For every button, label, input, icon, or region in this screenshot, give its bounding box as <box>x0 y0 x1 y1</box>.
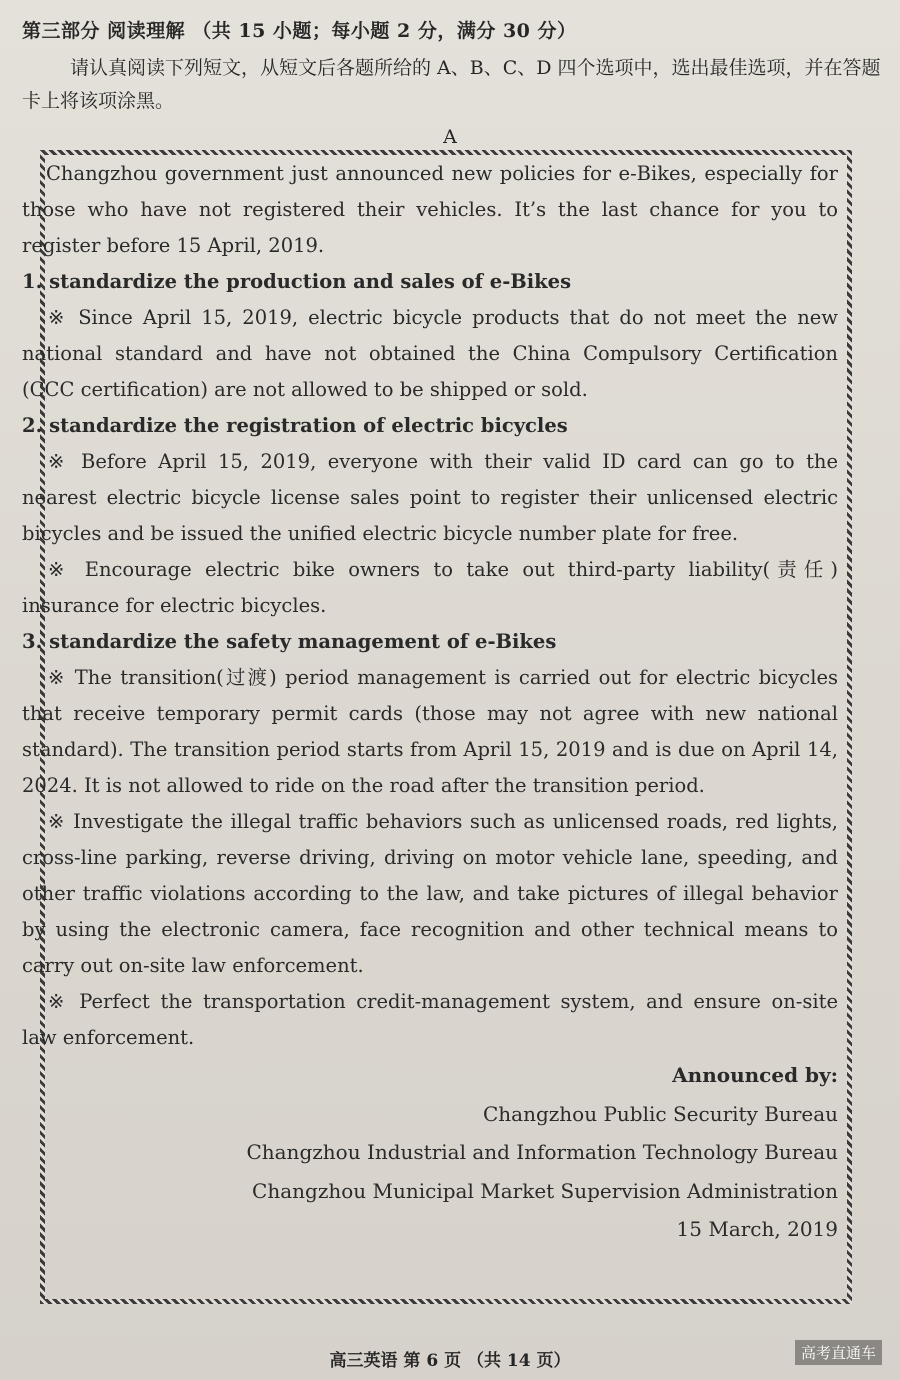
section-title: 第三部分 阅读理解 （共 15 小题；每小题 2 分，满分 30 分） <box>22 20 577 42</box>
section-3-item-3: ※ Perfect the transportation credit-management system, and ensure on-site law enforcement. <box>22 990 838 1049</box>
signature-bureau-3: Changzhou Municipal Market Supervision Administration <box>252 1178 838 1203</box>
section-heading-2: 2. standardize the registration of electric bicycles <box>22 414 568 437</box>
section-3-item-2: ※ Investigate the illegal traffic behaviors such as unlicensed roads, red lights, cross-line parking, reverse driving, driving on motor vehicle lane, speeding, and other traffic violations according to the law, and take pictures of illegal behavior by using the electronic camera, face recognition and other technical means to carry out on-site law enforcement. <box>22 810 838 977</box>
section-3-item-1: ※ The transition(过渡) period management is carried out for electric bicycles that receive temporary permit cards (those may not agree with new national standard). The transition period starts from April 15, 2019 and is due on April 14, 2024. It is not allowed to ride on the road after the transition period. <box>22 666 838 797</box>
section-heading-3: 3. standardize the safety management of e-Bikes <box>22 630 557 653</box>
section-2-item-1: ※ Before April 15, 2019, everyone with their valid ID card can go to the nearest electric bicycle license sales point to register their unlicensed electric bicycles and be issued the unified electric bicycle number plate for free. <box>22 450 838 545</box>
instructions: 请认真阅读下列短文，从短文后各题所给的 A、B、C、D 四个选项中，选出最佳选项，并在答题卡上将该项涂黑。 <box>22 57 881 112</box>
signature-bureau-2: Changzhou Industrial and Information Technology Bureau <box>246 1140 838 1164</box>
signature-bureau-1: Changzhou Public Security Bureau <box>482 1101 838 1126</box>
passage-letter: A <box>443 126 457 148</box>
section-1-item-1: ※ Since April 15, 2019, electric bicycle products that do not meet the new national standard and have not obtained the China Compulsory Certification (CCC certification) are not allowed to be shipped or sold. <box>22 306 838 401</box>
signature-date: 15 March, 2019 <box>676 1217 838 1241</box>
signature-block <box>22 1056 838 1249</box>
page-footer: 高三英语 第 6 页 （共 14 页） <box>329 1351 571 1371</box>
section-heading-1: 1. standardize the production and sales of e-Bikes <box>22 270 572 293</box>
notice-intro: Changzhou government just announced new policies for e-Bikes, especially for those who have not registered their vehicles. It’s the last chance for you to register before 15 April, 2019. <box>22 162 838 257</box>
watermark-logo: 高考直通车 <box>795 1340 882 1365</box>
announced-by-label: Announced by: <box>672 1063 838 1087</box>
section-2-item-2: ※ Encourage electric bike owners to take out third-party liability(责任) insurance for electric bicycles. <box>22 558 838 617</box>
notice-body <box>22 156 838 1249</box>
